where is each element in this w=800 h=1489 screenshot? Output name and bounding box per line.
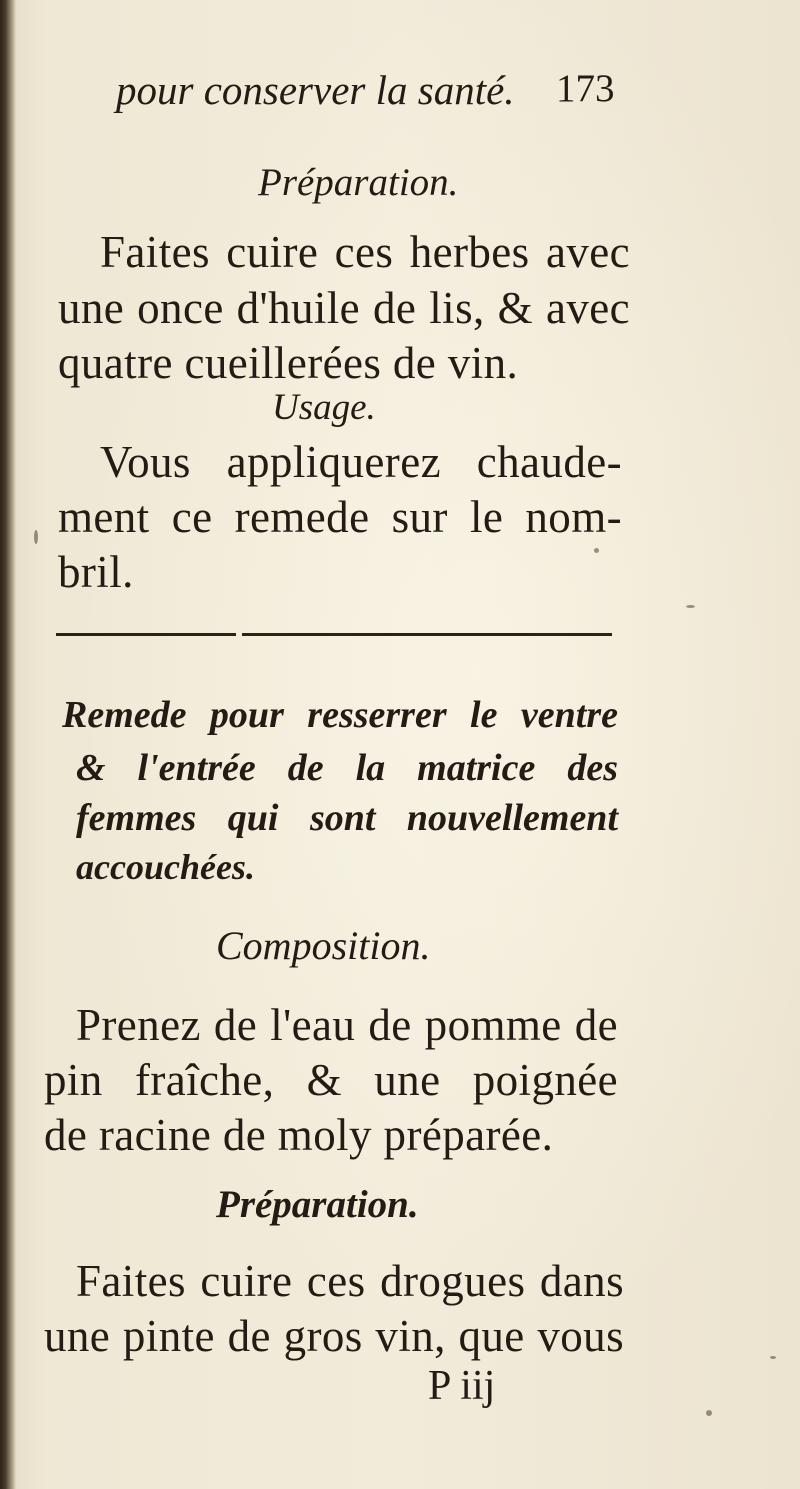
remedy-heading-line: accouchées. [76, 847, 255, 887]
text-line: Vous appliquerez chaude- [100, 437, 622, 487]
text-line: Faites cuire ces drogues dans [76, 1256, 624, 1306]
section-title-preparation: Préparation. [216, 1183, 419, 1226]
section-divider-rule [56, 632, 612, 638]
section-title-composition: Composition. [216, 923, 431, 968]
section-title-usage: Usage. [272, 387, 376, 428]
text-line: ment ce remede sur le nom- [58, 492, 622, 542]
text-line: Faites cuire ces herbes avec [100, 227, 630, 277]
text-line: une once d'huile de lis, & avec [58, 283, 630, 333]
text-line: Prenez de l'eau de pomme de [76, 1000, 618, 1050]
paper-fleck [770, 1356, 776, 1359]
remedy-heading-line: & l'entrée de la matrice des [76, 747, 618, 789]
text-line: de racine de moly préparée. [44, 1110, 554, 1160]
section-title-preparation: Préparation. [258, 161, 459, 204]
text-line: bril. [58, 547, 134, 597]
running-header: pour conserver la santé. [116, 67, 515, 113]
paper-fleck [594, 548, 599, 553]
binding-edge [0, 0, 16, 1489]
text-line: pin fraîche, & une poignée [44, 1055, 618, 1105]
page-number: 173 [556, 67, 615, 110]
paper-fleck [34, 530, 38, 544]
remedy-heading-line: femmes qui sont nouvellement [76, 797, 618, 839]
paper-fleck [706, 1410, 712, 1416]
paper-fleck [686, 605, 695, 608]
text-line: une pinte de gros vin, que vous [44, 1311, 624, 1361]
remedy-heading-line: Remede pour resserrer le ventre [62, 694, 618, 736]
signature-mark: P iij [428, 1363, 496, 1409]
text-line: quatre cueillerées de vin. [58, 338, 519, 388]
